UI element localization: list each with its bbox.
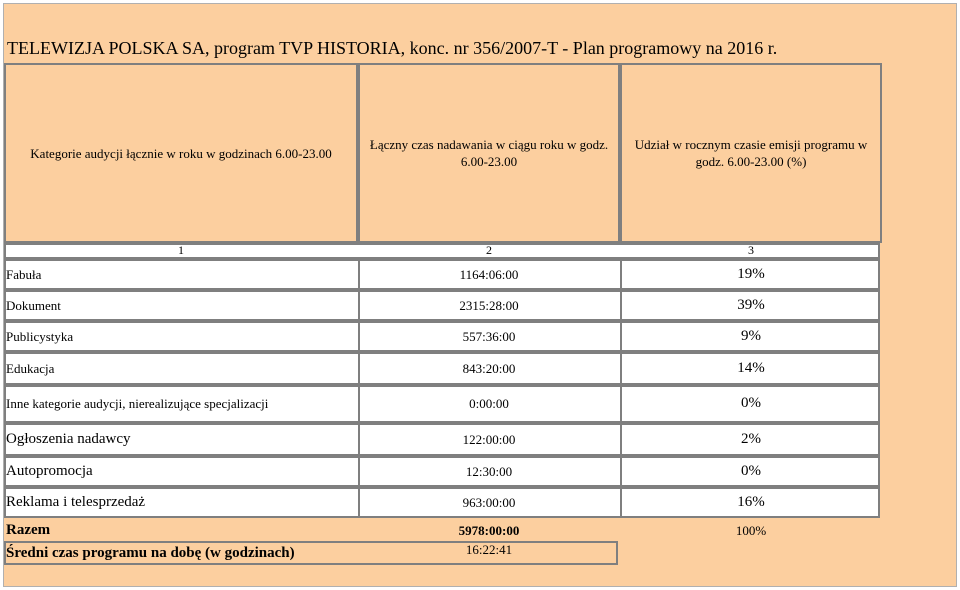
header-category-label: Kategorie audycji łącznie w roku w godzinach 6.00-23.00 (30, 145, 332, 161)
row-share: 2% (741, 430, 761, 447)
row-label: Inne kategorie audycji, nierealizujące specjalizacji (6, 396, 269, 411)
total-time: 5978:00:00 (458, 523, 520, 538)
average-time: 16:22:41 (465, 542, 513, 557)
column-number-1: 1 (178, 243, 184, 257)
row-label: Edukacja (6, 360, 55, 376)
row-share: 16% (737, 493, 765, 510)
row-time: 122:00:00 (462, 431, 516, 447)
row-time: 843:20:00 (462, 360, 516, 376)
row-share: 0% (741, 462, 761, 479)
total-label: Razem (6, 522, 51, 538)
header-share-label: Udział w rocznym czasie emisji programu w godz. 6.00-23.00 (%) (634, 137, 868, 169)
header-category (4, 63, 358, 243)
row-label: Autopromocja (6, 462, 93, 479)
row-time: 1164:06:00 (459, 266, 519, 282)
row-share: 0% (741, 395, 761, 411)
row-share: 19% (737, 265, 765, 282)
row-time: 963:00:00 (462, 494, 516, 510)
column-number-3: 3 (748, 243, 754, 257)
row-time: 2315:28:00 (459, 297, 519, 313)
row-label: Dokument (6, 297, 61, 313)
row-time: 0:00:00 (469, 396, 509, 411)
row-time: 557:36:00 (462, 328, 516, 344)
total-share: 100% (735, 523, 767, 538)
row-label: Fabuła (6, 266, 42, 282)
page-title: TELEWIZJA POLSKA SA, program TVP HISTORIA, konc. nr 356/2007-T - Plan programowy na 2016 r. (7, 38, 778, 58)
row-share: 39% (737, 296, 765, 313)
row-label: Publicystyka (6, 328, 74, 344)
row-share: 9% (741, 327, 761, 344)
row-label: Ogłoszenia nadawcy (6, 430, 131, 447)
row-label: Reklama i telesprzedaż (6, 493, 146, 510)
row-time: 12:30:00 (465, 463, 513, 479)
header-time (358, 63, 620, 243)
row-share: 14% (737, 359, 765, 376)
header-share (620, 63, 882, 243)
column-number-2: 2 (486, 243, 492, 257)
header-time-label: Łączny czas nadawania w ciągu roku w godz. 6.00-23.00 (369, 137, 609, 169)
average-label: Średni czas programu na dobę (w godzinach) (6, 545, 295, 561)
